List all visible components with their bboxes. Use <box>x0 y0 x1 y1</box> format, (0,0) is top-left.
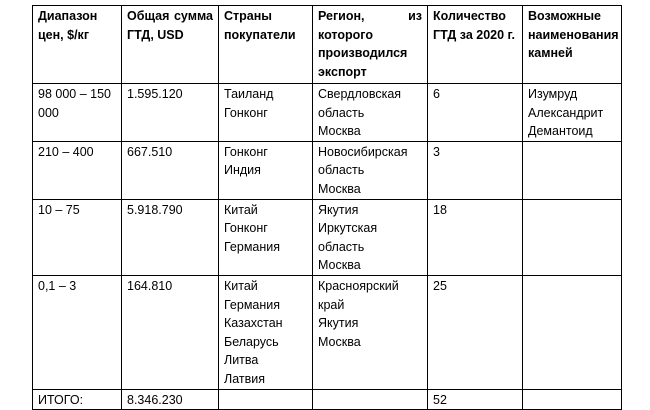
stone-names-cell: Изумруд Александрит Демантоид <box>523 84 622 142</box>
declaration-count-cell: 3 <box>428 141 523 199</box>
stone-names-cell <box>523 275 622 389</box>
declaration-count-cell: 6 <box>428 84 523 142</box>
header-row <box>33 6 622 84</box>
header-stone-names: Возможные наименования камней <box>523 6 622 84</box>
header-buyer-countries: Страны покупатели <box>219 6 313 84</box>
export-table <box>32 5 622 410</box>
total-sum-cell: 8.346.230 <box>122 389 219 410</box>
empty-cell <box>313 389 428 410</box>
header-price-range: Диапазон цен, $/кг <box>33 6 122 84</box>
total-count-cell: 52 <box>428 389 523 410</box>
stone-names-cell <box>523 199 622 275</box>
total-sum-cell: 164.810 <box>122 275 219 389</box>
price-range-cell: 98 000 – 150 000 <box>33 84 122 142</box>
price-range-cell: 210 – 400 <box>33 141 122 199</box>
price-range-cell: 0,1 – 3 <box>33 275 122 389</box>
export-region-cell: Новосибирская область Москва <box>313 141 428 199</box>
empty-cell <box>523 389 622 410</box>
header-export-region: Регион, из которого производился экспорт <box>313 6 428 84</box>
empty-cell <box>219 389 313 410</box>
export-region-cell: Якутия Иркутская область Москва <box>313 199 428 275</box>
export-region-cell: Свердловская область Москва <box>313 84 428 142</box>
stone-names-cell <box>523 141 622 199</box>
table-row <box>33 199 622 275</box>
declaration-count-cell: 25 <box>428 275 523 389</box>
price-range-cell: 10 – 75 <box>33 199 122 275</box>
buyer-countries-cell: Таиланд Гонконг <box>219 84 313 142</box>
total-label-cell: ИТОГО: <box>33 389 122 410</box>
total-sum-cell: 5.918.790 <box>122 199 219 275</box>
buyer-countries-cell: Китай Гонконг Германия <box>219 199 313 275</box>
total-sum-cell: 1.595.120 <box>122 84 219 142</box>
header-declaration-count: Количество ГТД за 2020 г. <box>428 6 523 84</box>
table-row <box>33 275 622 389</box>
buyer-countries-cell: Гонконг Индия <box>219 141 313 199</box>
total-row <box>33 389 622 410</box>
table-row <box>33 141 622 199</box>
table-row <box>33 84 622 142</box>
declaration-count-cell: 18 <box>428 199 523 275</box>
buyer-countries-cell: Китай Германия Казахстан Беларусь Литва Латвия <box>219 275 313 389</box>
header-total-sum: Общая сумма ГТД, USD <box>122 6 219 84</box>
export-region-cell: Красноярский край Якутия Москва <box>313 275 428 389</box>
total-sum-cell: 667.510 <box>122 141 219 199</box>
